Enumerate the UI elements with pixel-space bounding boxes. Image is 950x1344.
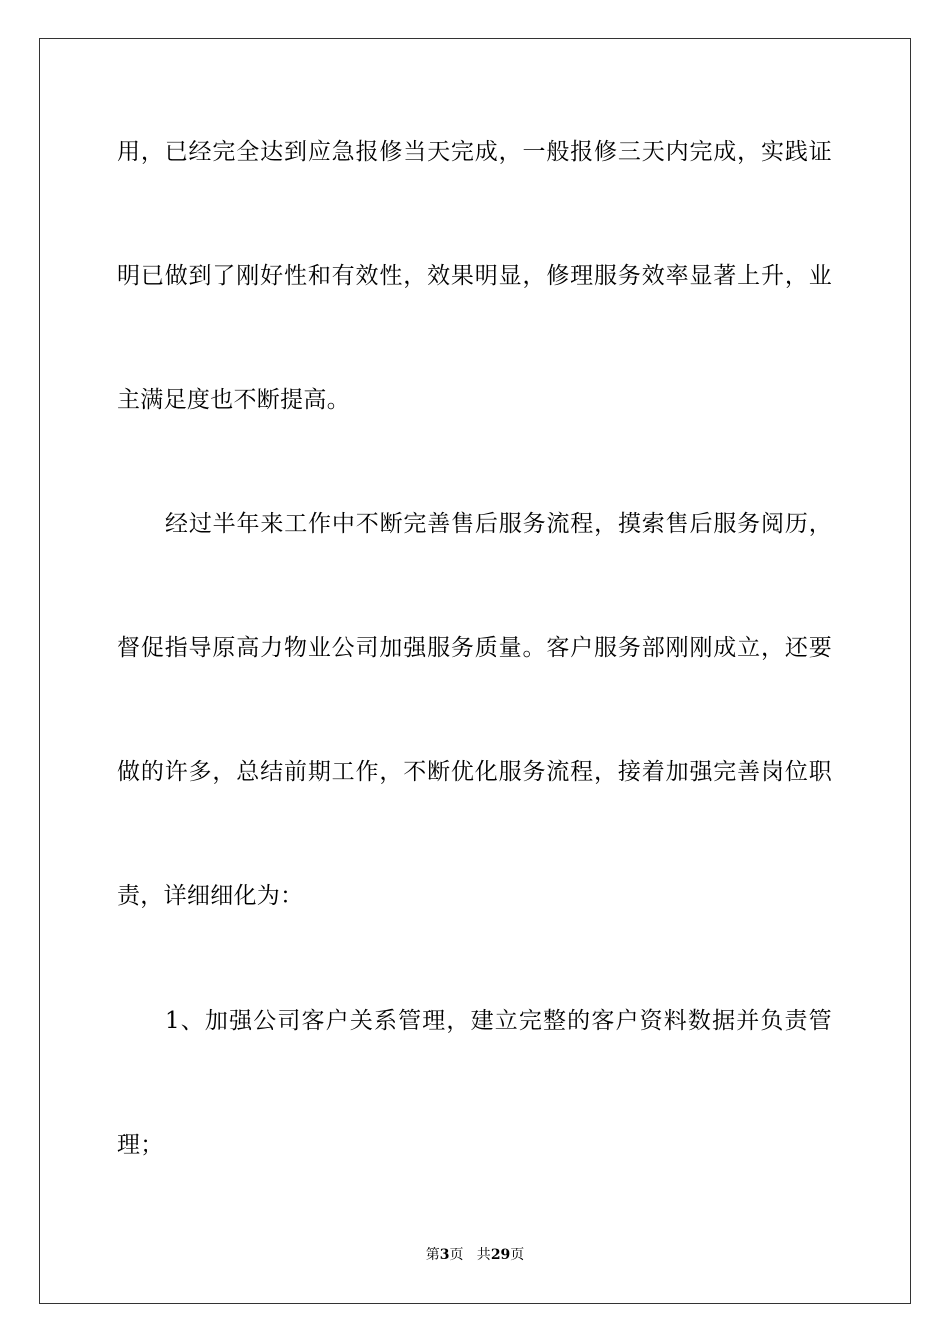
- text-line-8: 1、加强公司客户关系管理，建立完整的客户资料数据并负责管: [165, 1008, 832, 1034]
- text-line-5: 督促指导原高力物业公司加强服务质量。客户服务部刚刚成立，还要: [117, 635, 832, 661]
- current-page-number: 3: [439, 1247, 450, 1263]
- text-line-1: 用，已经完全达到应急报修当天完成，一般报修三天内完成，实践证: [117, 139, 832, 165]
- text-line-2: 明已做到了刚好性和有效性，效果明显，修理服务效率显著上升，业: [117, 263, 832, 289]
- text-line-9: 理；: [117, 1132, 164, 1158]
- page-footer: [0, 1246, 950, 1264]
- footer-suffix: 页: [510, 1247, 525, 1263]
- footer-prefix: 第: [425, 1247, 440, 1263]
- page-border: [39, 38, 911, 1304]
- footer-middle: 页 共: [449, 1247, 491, 1263]
- text-line-4: 经过半年来工作中不断完善售后服务流程，摸索售后服务阅历，: [165, 511, 832, 537]
- text-line-7: 责，详细细化为：: [117, 883, 304, 909]
- text-line-3: 主满足度也不断提高。: [117, 387, 350, 413]
- total-pages-number: 29: [490, 1247, 511, 1263]
- text-line-6: 做的许多，总结前期工作，不断优化服务流程，接着加强完善岗位职: [117, 759, 832, 785]
